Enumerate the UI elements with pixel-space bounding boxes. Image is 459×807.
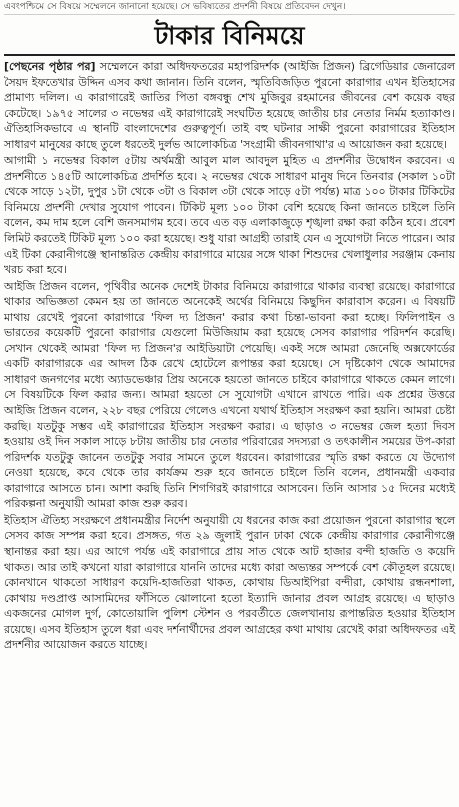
article-paragraph (4, 59, 455, 152)
article-body (4, 59, 455, 653)
continuation-marker: [পেছনের পৃষ্ঠার পর] (4, 60, 96, 73)
paragraph-text: সম্মেলনে কারা অধিদফতরের মহাপরিদর্শক (আইজি প্রিজন) ব্রিগেডিয়ার জেনারেল সৈয়দ ইফতেখার উদ্দিন এসব কথা জানান। তিনি বলেন, স্মৃতিবিজড়িত পুরনো কারাগার এখন ইতিহাসের প্রামাণ্য দলিল। এ কারাগারেই জাতির পিতা বঙ্গবন্ধু শেখ মুজিবুর রহমানের জীবনের বেশ কয়েক বছর কেটেছে। ১৯৭৫ সালের ৩ নভেম্বর এই কারাগারেই সংঘটিত হয়েছে জাতীয় চার নেতার নির্মম হত্যাকাণ্ড। ঐতিহাসিকভাবে এ স্থানটি বাংলাদেশের গুরুত্বপূর্ণ। তাই বহু ঘটনার সাক্ষী পুরনো কারাগারের ইতিহাস সাধারণ মানুষের কাছে তুলে ধরতেই দুর্লভ আলোকচিত্র 'সংগ্রামী জীবনগাথা'র এ আয়োজন করা হয়েছে। (4, 60, 455, 151)
article-paragraph: ইতিহাস ঐতিহ্য সংরক্ষণে প্রধানমন্ত্রীর নির্দেশ অনুযায়ী যে ধরনের কাজ করা প্রয়োজন পুরনো কারাগার স্থলে সেসব কাজ সম্পন্ন করা হবে। প্রসঙ্গত, গত ২৯ জুলাই পুরান ঢাকা থেকে কেন্দ্রীয় কারাগার কেরানীগঞ্জে স্থানান্তর করা হয়। এর আগে পর্যন্ত এই কারাগারে প্রায় সাত থেকে আট হাজার বন্দী হাজতি ও কয়েদি থাকত। আর তাই কখনো যারা কারাগারে যাননি তাদের মধ্যে কারা অভ্যন্তর সম্পর্কে বেশ কৌতূহল রয়েছে। কোনখানে থাকতো সাধারণ কয়েদি-হাজতিরা থাকত, কোথায় ডিআইপিরা বন্দীরা, কোথায় রন্ধনশালা, কোথায় দণ্ডপ্রাপ্ত আসামিদের ফাঁসিতে ঝোলানো হতো ইত্যাদি জানার প্রবল আগ্রহ রয়েছে। এ ছাড়াও একজনের মোগল দুর্গ, কোতোয়ালি পুলিশ স্টেশন ও পরবর্তীতে জেলখানায় রূপান্তরিত হওয়ার ইতিহাস রয়েছে। এসব ইতিহাস তুলে ধরা এবং দর্শনার্থীদের প্রবল আগ্রহের কথা মাথায় রেখেই কারা অধিদফতর এই প্রদর্শনীর আয়োজন করতে যাচ্ছে। (4, 513, 455, 652)
article-paragraph: আগামী ১ নভেম্বর বিকাল ৫টায় অর্থমন্ত্রী আবুল মাল আবদুল মুহিত এ প্রদর্শনীর উদ্বোধন করবেন। এ প্রদর্শনীতে ১৪৫টি আলোকচিত্র প্রদর্শিত হবে। ২ নভেম্বর থেকে সাধারণ মানুষ দিনে তিনবার (সকাল ১০টা থেকে সাড়ে ১২টা, দুপুর ১টা থেকে ৩টা ও বিকাল ৩টা থেকে সাড়ে ৫টা পর্যন্ত) মাত্র ১০০ টাকার টিকিটের বিনিময়ে প্রদর্শনী দেখার সুযোগ পাবেন। টিকিট মূল্য ১০০ টাকা বেশি হয়েছে কিনা জানতে চাইলে তিনি বলেন, কম দাম হলে বেশি জনসমাগম হবে। তবে এত বড় এলাকাজুড়ে শৃঙ্খলা রক্ষা করা কঠিন হবে। প্রবেশ লিমিট করতেই টিকিট মূল্য ১০০ করা হয়েছে। শুধু যারা আগ্রহী তারাই যেন এ সুযোগটা নিতে পারেন। আর এই টিকা কেরানীগঞ্জে স্থানান্তরিত কেন্দ্রীয় কারাগারে মায়ের সঙ্গে থাকা শিশুদের খেলাধুলার সরঞ্জাম কেনায় খরচ করা হবে। (4, 154, 455, 277)
article-paragraph: আইজি প্রিজন বলেন, পৃথিবীর অনেক দেশেই টাকার বিনিময়ে কারাগারে থাকার ব্যবস্থা রয়েছে। কারাগারে থাকার অভিজ্ঞতা কেমন হয় তা জানতে অনেকেই অর্থের বিনিময়ে কিছুদিন কারাবাস করেন। এ বিষয়টি মাথায় রেখেই পুরনো কারাগারে 'ফিল দ্য প্রিজন' করার কথা চিন্তা-ভাবনা করা হচ্ছে। ফিলিপাইন ও ভারতের কয়েকটি পুরনো কারাগার যেগুলো মিউজিয়াম করা হয়েছে সেসব কারাগার পরিদর্শন করেছি। সেখান থেকেই আমরা 'ফিল দ্য প্রিজন'র আইডিয়াটা পেয়েছি। একই সঙ্গে আমরা জেনেছি অক্সফোর্ডের একটি কারাগারকে এর আদল ঠিক রেখে হোটেলে রূপান্তর করা হয়েছে। সে দৃষ্টিকোণ থেকে আমাদের সাধারণ জনগণের মধ্যে অ্যাডভেঞ্চার প্রিয় অনেকে হয়তো জানতে চাইবে কারাগারে থাকতে কেমন লাগে। সে বিষয়টিকে ফিল করার জন্য। আমরা হয়তো সে সুযোগটা এখানে রাখতে পারি। এক প্রশ্নের উত্তরে আইজি প্রিজন বলেন, ২২৮ বছর পেরিয়ে গেলেও এখনো যথার্থ ইতিহাস সংরক্ষণ করা হয়নি। আমরা চেষ্টা করছি। যতটুকু সম্ভব এই কারাগারের ইতিহাস সংরক্ষণ করার। এ ছাড়াও ৩ নভেম্বর জেল হত্যা দিবস হওয়ায় ওই দিন সকাল সাড়ে ৮টায় জাতীয় চার নেতার পরিবারের সদস্যরা ও তৎকালীন সময়ের উপ-কারা পরিদর্শক যতটুকু জানেন ততটুকু সবার সামনে তুলে ধরবেন। কারাগারের স্মৃতি রক্ষা করতে যে উদ্যোগ নেওয়া হয়েছে, কবে থেকে তার কার্যক্রম শুরু হবে জানতে চাইলে তিনি বলেন, প্রধানমন্ত্রী একবার কারাগারে আসতে চান। আশা করছি তিনি শিগগিরই কারাগারে আসবেন। তিনি আসার ১৫ দিনের মধ্যেই পরিকল্পনা অনুযায়ী আমরা কাজ শুরু করব। (4, 279, 455, 511)
previous-article-tail: এবংপশ্চিমে সে বিষয়ে সম্মেলনে জানানো হয়েছে। সে ভবিষ্যতের প্রদর্শনী বিষয়ে প্রতিবেদন দেখুন। (4, 0, 455, 15)
article-headline: টাকার বিনিময়ে (4, 19, 455, 56)
